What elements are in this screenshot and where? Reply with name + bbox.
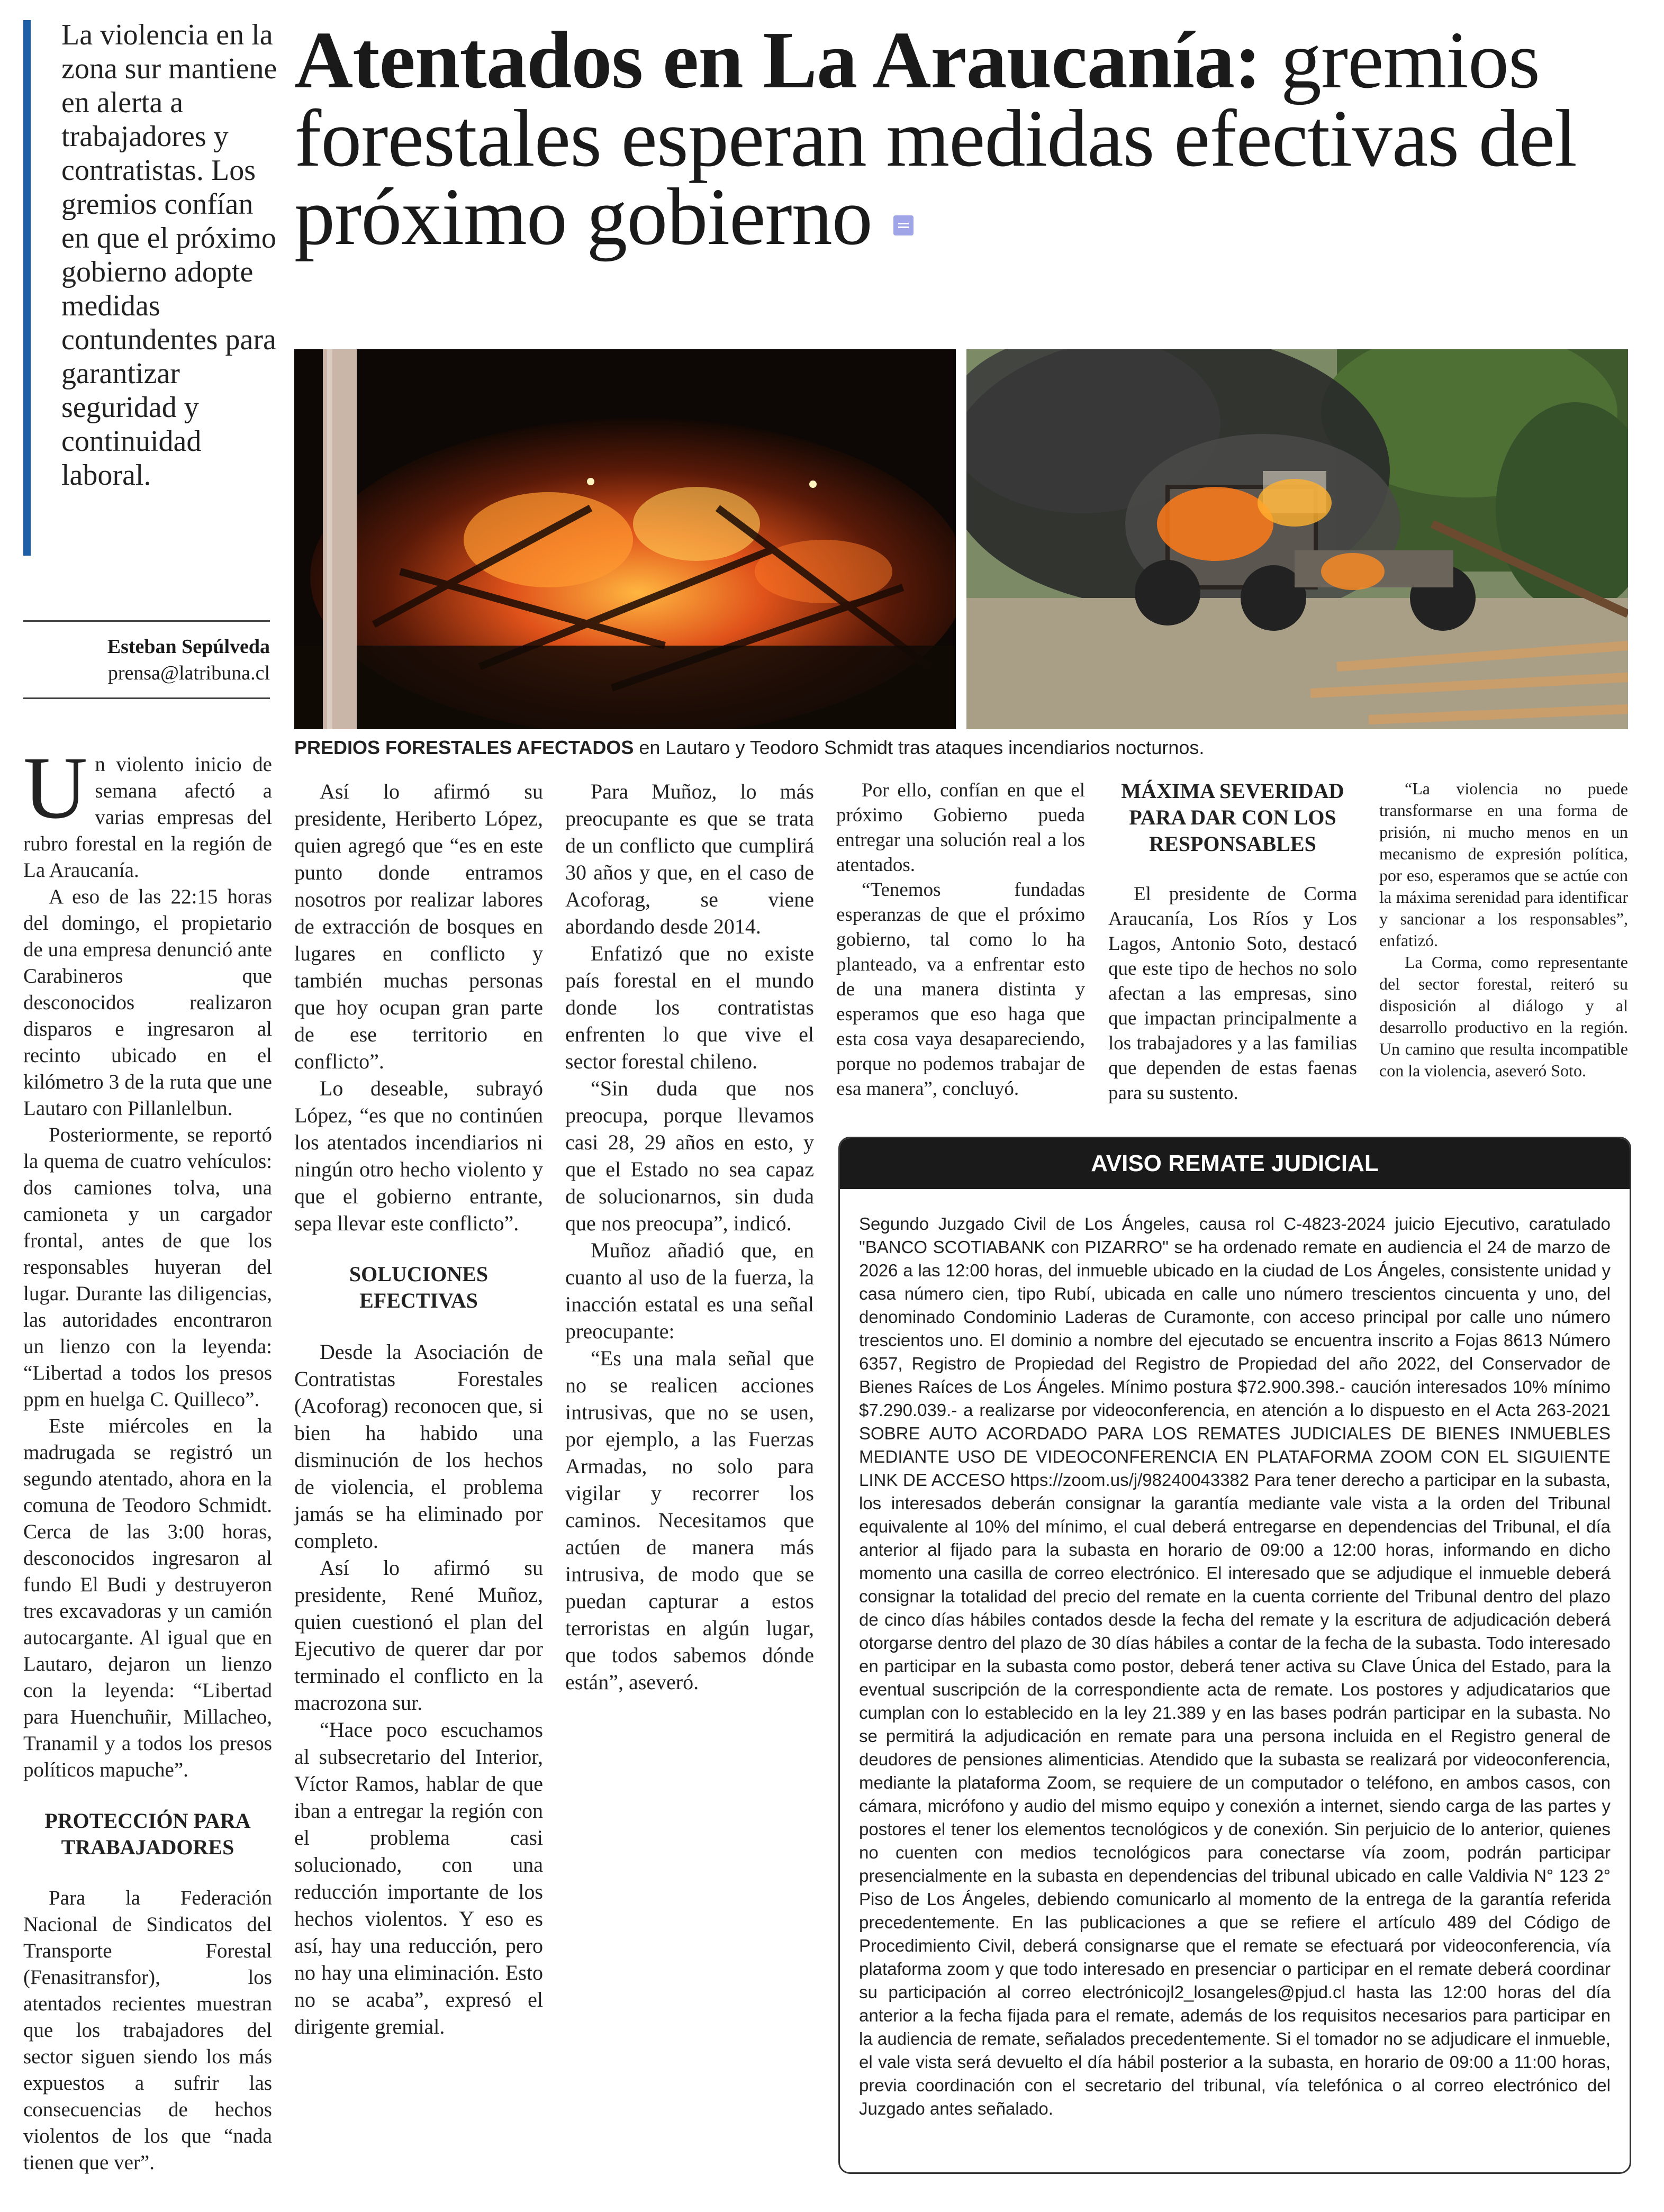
article-paragraph: “Hace poco escuchamos al subsecretario del Interior, Víctor Ramos, hablar de que iban a entregar la región con el problema casi solucionado, con una reducción importante de los hechos violentos. Y eso es así, hay una reducción, pero no hay una eliminación. Esto no se acaba”, expresó el dirigente gremial. xyxy=(294,1718,543,2038)
author-name: Esteban Sepúlveda xyxy=(107,636,270,658)
article-paragraph: Muñoz añadió que, en cuanto al uso de la fuerza, la inacción estatal es una señal preocupante: xyxy=(565,1238,814,1343)
article-paragraph: La Corma, como representante del sector forestal, reiteró su disposición al diálogo y al desarrollo productivo en la región. Un camino que resulta incompatible con la violencia, aseveró Soto. xyxy=(1379,953,1628,1080)
notice-title: AVISO REMATE JUDICIAL xyxy=(840,1138,1630,1189)
drop-cap: U xyxy=(23,739,88,837)
article-paragraph: El presidente de Corma Araucanía, Los Ríos y Los Lagos, Antonio Soto, destacó que este tipo de hechos no solo afectan a las empresas, sino que impactan principalmente a los trabajadores y a las familias que dependen de estas faenas para su sustento. xyxy=(1108,883,1357,1104)
article-column-6 xyxy=(1379,778,1628,1082)
article-column-5 xyxy=(1108,778,1357,1105)
photo-caption xyxy=(294,737,1628,759)
article-paragraph: Para la Federación Nacional de Sindicatos del Transporte Forestal (Fenasitransfor), los atentados recientes muestran que los trabajadores del sector siguen siendo los más expuestos a sufrir las consecuencias de hechos violentos de los que “nada tienen que ver”. xyxy=(23,1887,272,2174)
photo-burning-machine-graphic xyxy=(966,349,1628,729)
headline-bold: Atentados en La Araucanía: xyxy=(294,15,1261,105)
photo-fire-night-graphic xyxy=(294,349,956,729)
article-paragraph: Desde la Asociación de Contratistas Forestales (Acoforag) reconocen que, si bien ha habido una disminución de los hechos de violencia, el problema jamás se ha eliminado por completo. xyxy=(294,1340,543,1553)
article-paragraph: “Tenemos fundadas esperanzas de que el próximo gobierno, tal como lo ha planteado, va a enfrentar esto de una manera distinta y esperamos que eso haga que esta cosa vaya desapareciendo, porque no podemos trabajar de esa manera”, concluyó. xyxy=(836,879,1085,1100)
article-paragraph: Así lo afirmó su presidente, Heriberto López, quien agregó que “es en este punto donde entramos nosotros por realizar labores de extracción de bosques en lugares en conflicto y también muchas personas que hoy ocupan gran parte de ese territorio en conflicto”. xyxy=(294,779,543,1073)
lead-summary: La violencia en la zona sur mantiene en alerta a trabajadores y contratistas. Los gremios confían en que el próximo gobierno adopte medidas contundentes para garantizar seguridad y continuidad laboral. xyxy=(61,19,277,492)
author-bottom-rule xyxy=(23,697,270,699)
caption-text: en Lautaro y Teodoro Schmidt tras ataques incendiarios nocturnos. xyxy=(639,737,1205,758)
photo-fire-night xyxy=(294,349,956,729)
photo-burning-machine xyxy=(966,349,1628,729)
article-paragraph: Este miércoles en la madrugada se registró un segundo atentado, ahora en la comuna de Teodoro Schmidt. Cerca de las 3:00 horas, desconocidos ingresaron al fundo El Budi y destruyeron tres excavadoras y un camión autocargante. Al igual que en Lautaro, dejaron un lienzo con la leyenda: “Libertad para Huenchuñir, Millacheo, Tranamil y a todos los presos políticos mapuche”. xyxy=(23,1415,272,1781)
author-top-rule xyxy=(23,620,270,622)
article-column-2 xyxy=(294,778,543,2040)
article-text: n violento inicio de semana afectó a varias empresas del rubro forestal en la región de La Araucanía. xyxy=(23,753,272,882)
article-paragraph: Para Muñoz, lo más preocupante es que se trata de un conflicto que cumplirá 30 años y que, en el caso de Acoforag, se viene abordando desde 2014. xyxy=(565,779,814,938)
note-icon[interactable] xyxy=(893,215,914,235)
judicial-notice xyxy=(838,1137,1631,2174)
article-paragraph: “Es una mala señal que no se realicen acciones intrusivas, que no se usen, por ejemplo, a las Fuerzas Armadas, no solo para vigilar y recorrer los caminos. Necesitamos que actúen de manera más intrusiva, de modo que se puedan capturar a estos terroristas en algún lugar, que todos sabemos dónde están”, aseveró. xyxy=(565,1346,814,1694)
article-column-4 xyxy=(836,778,1085,1101)
article-paragraph: “Sin duda que nos preocupa, porque llevamos casi 28, 29 años en esto, y que el Estado no sea capaz de solucionarnos, sin duda que nos preocupa”, indicó. xyxy=(565,1076,814,1235)
article-paragraph xyxy=(23,739,272,884)
article-column-3 xyxy=(565,778,814,1696)
article-paragraph: Así lo afirmó su presidente, René Muñoz, quien cuestionó el plan del Ejecutivo de querer dar por terminado el conflicto en la macrozona sur. xyxy=(294,1556,543,1715)
article-paragraph: A eso de las 22:15 horas del domingo, el propietario de una empresa denunció ante Carabineros que desconocidos realizaron disparos e ingresaron al recinto ubicado en el kilómetro 3 de la ruta que une Lautaro con Pillanlelbun. xyxy=(23,885,272,1120)
headline xyxy=(294,15,1649,262)
notice-body: Segundo Juzgado Civil de Los Ángeles, causa rol C-4823-2024 juicio Ejecutivo, caratulado "BANCO SCOTIABANK con PIZARRO" se ha ordenado remate en audiencia el 24 de marzo de 2026 a las 12:00 horas, del inmueble ubicado en la ciudad de Los Ángeles, consistente unidad y casa número cien, tipo Rubí, ubicada en calle uno número trescientos cincuenta y uno, del denominado Condominio Laderas de Curamonte, con acceso principal por calle uno número trescientos uno. El dominio a nombre del ejecutado se encuentra inscrito a Fojas 8613 Número 6357, Registro de Propiedad del Registro de Propiedad del año 2022, del Conservador de Bienes Raíces de Los Ángeles. Mínimo postura $72.900.398.- caución interesados 10% mínimo $7.290.039.- a realizarse por videoconferencia, en atención a lo dispuesto en el Acta 263-2021 SOBRE AUTO ACORDADO PARA LOS REMATES JUDICIALES DE BIENES INMUEBLES MEDIANTE USO DE VIDEOCONFERENCIA EN PLATAFORMA ZOOM CON EL SIGUIENTE LINK DE ACCESO https://zoom.us/j/98240043382 Para tener derecho a participar en la subasta, los interesados deberán consignar la garantía mediante vale vista a la orden del Tribunal equivalente al 10% del mínimo, el cual deberá entregarse en dependencias del Tribunal, el día anterior al fijado para la subasta en horario de 09:00 a 12:00 horas, informando en dicho momento una casilla de correo electrónico. El interesado que se adjudique el inmueble deberá consignar la totalidad del precio del remate en la cuenta corriente del Tribunal dentro del plazo de cinco días hábiles contados desde la fecha del remate y la escritura de adjudicación deberá otorgarse dentro del plazo de 30 días hábiles a contar de la fecha de la subasta. Todo interesado en participar en la subasta como postor, deberá tener activa su Clave Única del Estado, para la eventual suscripción de la correspondiente acta de remate. Los postores y adjudicatarios que cumplan con lo establecido en la ley 21.389 y en las bases podrán participar en la subasta. No se permitirá la adjudicación en remate para una persona incluida en el Registro general de deudores de pensiones alimenticias. Atendido que la subasta se realizará por videoconferencia, mediante la plataforma Zoom, se requiere de un computador o teléfono, en ambos casos, con cámara, micrófono y audio del mismo equipo y conexión a internet, siendo carga de las partes y postores el tener los elementos tecnológicos y de conexión. Sin perjuicio de lo anterior, quienes no cuenten con medios tecnológicos para conectarse vía zoom, podrán participar presencialmente en la subasta en dependencias del tribunal ubicado en calle Valdivia N° 123 2° Piso de Los Ángeles, debiendo comunicarlo al momento de la entrega de la garantía referida precedentemente. En las publicaciones a que se refiere el artículo 489 del Código de Procedimiento Civil, deberá consignarse que el remate se efectuará por videoconferencia, vía plataforma zoom y que todo interesado en presenciar o participar en el remate deberá coordinar su participación al correo electrónicojl2_losangeles@pjud.cl hasta las 12:00 horas del día anterior a la fecha fijada para el remate, además de los requisitos necesarios para participar en la audiencia de remate, señalados precedentemente. Si el tomador no se adjudicare el inmueble, el vale vista será devuelto el día hábil posterior a la subasta, en horario de 09:00 a 11:00 horas, previa coordinación con el secretario del tribunal, vía telefónica o al correo electrónico del Juzgado antes señalado. xyxy=(859,1214,1611,2118)
article-paragraph: Enfatizó que no existe país forestal en el mundo donde los contratistas enfrenten lo que vive el sector forestal chileno. xyxy=(565,941,814,1073)
article-column-1 xyxy=(23,739,272,2176)
subhead-maxima-severidad: MÁXIMA SEVERIDAD PARA DAR CON LOS RESPONSABLES xyxy=(1121,779,1344,856)
headline-regular: gremios forestales esperan medidas efectivas del próximo gobierno xyxy=(294,15,1577,262)
author-email: prensa@latribuna.cl xyxy=(107,662,270,684)
caption-bold: PREDIOS FORESTALES AFECTADOS xyxy=(294,737,634,758)
subhead-soluciones: SOLUCIONES EFECTIVAS xyxy=(349,1262,489,1312)
subhead-proteccion: PROTECCIÓN PARA TRABAJADORES xyxy=(44,1809,251,1859)
lead-accent-bar xyxy=(23,20,31,556)
article-paragraph: Posteriormente, se reportó la quema de cuatro vehículos: dos camiones tolva, una camioneta y un cargador frontal, antes de que los responsables huyeran del lugar. Durante las diligencias, las autoridades encontraron un lienzo con la leyenda: “Libertad a todos los presos ppm en huelga C. Quilleco”. xyxy=(23,1123,272,1411)
article-paragraph: “La violencia no puede transformarse en una forma de prisión, ni mucho menos en un mecanismo de expresión política, por eso, esperamos que se actúe con la máxima serenidad para identificar y sancionar a los responsables”, enfatizó. xyxy=(1379,779,1628,950)
article-paragraph: Por ello, confían en que el próximo Gobierno pueda entregar una solución real a los atentados. xyxy=(836,779,1085,876)
article-paragraph: Lo deseable, subrayó López, “es que no continúen los atentados incendiarios ni ningún otro hecho violento y que el gobierno entrante, sepa llevar este conflicto”. xyxy=(294,1076,543,1235)
